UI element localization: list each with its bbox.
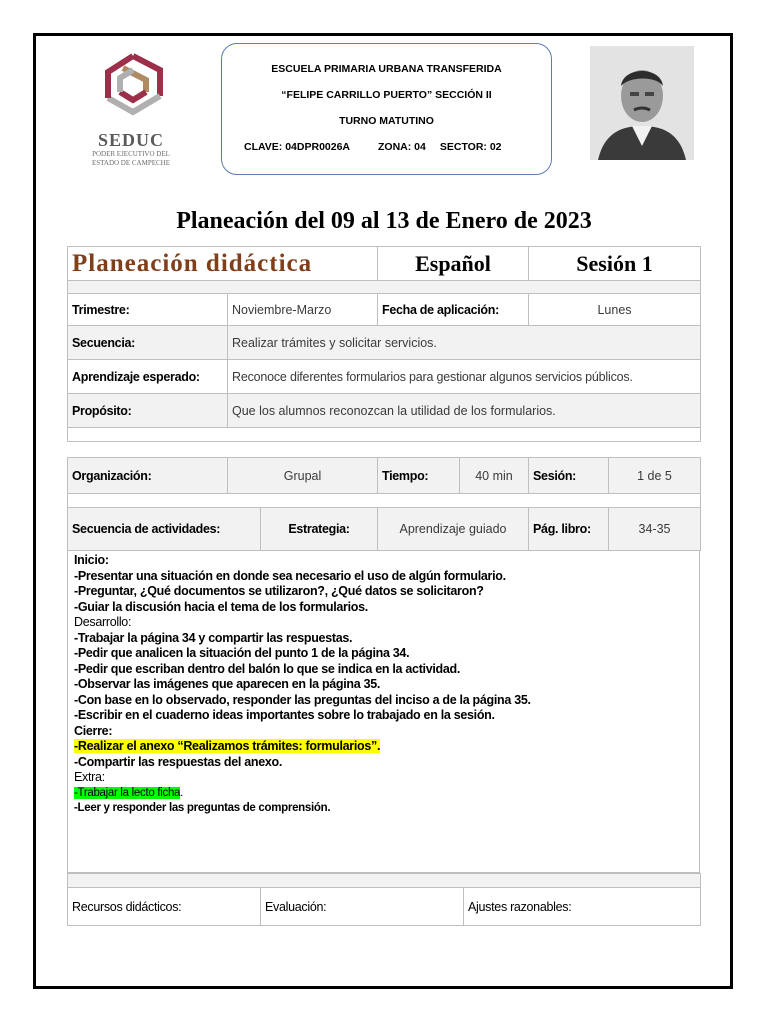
spacer-row <box>68 281 701 294</box>
spacer-row <box>68 428 701 442</box>
proposito-label: Propósito: <box>68 394 228 428</box>
activity-line: -Compartir las respuestas del anexo. <box>74 754 283 769</box>
logo-name: SEDUC <box>97 130 164 150</box>
secuencia-value: Realizar trámites y solicitar servicios. <box>228 326 701 360</box>
page-title: Planeación del 09 al 13 de Enero de 2023 <box>176 208 592 234</box>
activities-header-table <box>67 507 701 551</box>
extra-heading: Extra: <box>74 770 105 784</box>
school-clave: CLAVE: 04DPR0026A <box>244 141 351 153</box>
activity-line: -Trabajar la página 34 y compartir las respuestas. <box>74 630 353 645</box>
estrategia-value: Aprendizaje guiado <box>378 508 529 551</box>
actividades-label: Secuencia de actividades: <box>68 508 261 551</box>
activity-line-highlighted: -Trabajar la lecto ficha. <box>74 786 184 799</box>
ajustes-label: Ajustes razonables: <box>464 888 701 926</box>
session-label: Sesión 1 <box>529 247 701 281</box>
trimestre-value: Noviembre-Marzo <box>228 294 378 326</box>
organizacion-label: Organización: <box>68 458 228 494</box>
logo-subtitle: PODER EJECUTIVO DEL ESTADO DE CAMPECHE <box>92 150 170 167</box>
school-name: ESCUELA PRIMARIA URBANA TRANSFERIDA <box>271 63 502 75</box>
activity-line-highlighted: -Realizar el anexo “Realizamos trámites: formularios”. <box>74 739 381 753</box>
school-section: “FELIPE CARRILLO PUERTO” SECCIÓN II <box>281 89 492 101</box>
school-zona: ZONA: 04 <box>378 141 426 153</box>
activity-line: -Leer y responder las preguntas de comprensión. <box>74 802 331 814</box>
school-info-box <box>221 43 552 175</box>
school-codes <box>244 141 541 153</box>
activity-line: -Pedir que analicen la situación del punto 1 de la página 34. <box>74 646 410 660</box>
aprendizaje-value: Reconoce diferentes formularios para gestionar algunos servicios públicos. <box>228 360 701 394</box>
tiempo-value: 40 min <box>460 458 529 494</box>
activity-line: -Presentar una situación en donde sea necesario el uso de algún formulario. <box>74 568 506 583</box>
spacer-row <box>68 874 701 888</box>
inicio-heading: Inicio: <box>74 553 109 567</box>
pag-libro-label: Pág. libro: <box>529 508 609 551</box>
proposito-value: Que los alumnos reconozcan la utilidad de los formularios. <box>228 394 701 428</box>
activity-line: -Escribir en el cuaderno ideas importantes sobre lo trabajado en la sesión. <box>74 708 495 722</box>
portrait-photo <box>590 46 694 160</box>
fecha-label: Fecha de aplicación: <box>378 294 529 326</box>
desarrollo-heading: Desarrollo: <box>74 615 132 629</box>
activity-line: -Guiar la discusión hacia el tema de los formularios. <box>74 599 368 614</box>
subject-label: Español <box>378 247 529 281</box>
secuencia-label: Secuencia: <box>68 326 228 360</box>
activity-line: -Con base en lo observado, responder las preguntas del inciso a de la página 35. <box>74 692 531 707</box>
trimestre-label: Trimestre: <box>68 294 228 326</box>
cierre-heading: Cierre: <box>74 723 113 738</box>
organization-table <box>67 457 701 508</box>
activity-line: -Preguntar, ¿Qué documentos se utilizaron?, ¿Qué datos se solicitaron? <box>74 584 484 598</box>
activities-body <box>67 550 700 873</box>
sesion-value: 1 de 5 <box>609 458 701 494</box>
estrategia-label: Estrategia: <box>261 508 378 551</box>
info-table <box>67 280 701 442</box>
sesion-label: Sesión: <box>529 458 609 494</box>
school-shift: TURNO MATUTINO <box>339 115 434 127</box>
evaluacion-label: Evaluación: <box>261 888 464 926</box>
school-sector: SECTOR: 02 <box>439 141 502 153</box>
recursos-label: Recursos didácticos: <box>68 888 261 926</box>
plan-header-table <box>67 246 701 281</box>
fecha-value: Lunes <box>529 294 701 326</box>
seduc-logo-icon <box>78 50 188 130</box>
tiempo-label: Tiempo: <box>378 458 460 494</box>
organizacion-value: Grupal <box>228 458 378 494</box>
pag-libro-value: 34-35 <box>609 508 701 551</box>
activity-line: -Observar las imágenes que aparecen en la página 35. <box>74 677 381 691</box>
spacer-row <box>68 494 701 508</box>
activity-line: -Pedir que escriban dentro del balón lo que se indica en la actividad. <box>74 661 461 676</box>
plan-label: Planeación didáctica <box>68 247 378 281</box>
footer-table <box>67 873 701 926</box>
aprendizaje-label: Aprendizaje esperado: <box>68 360 228 394</box>
